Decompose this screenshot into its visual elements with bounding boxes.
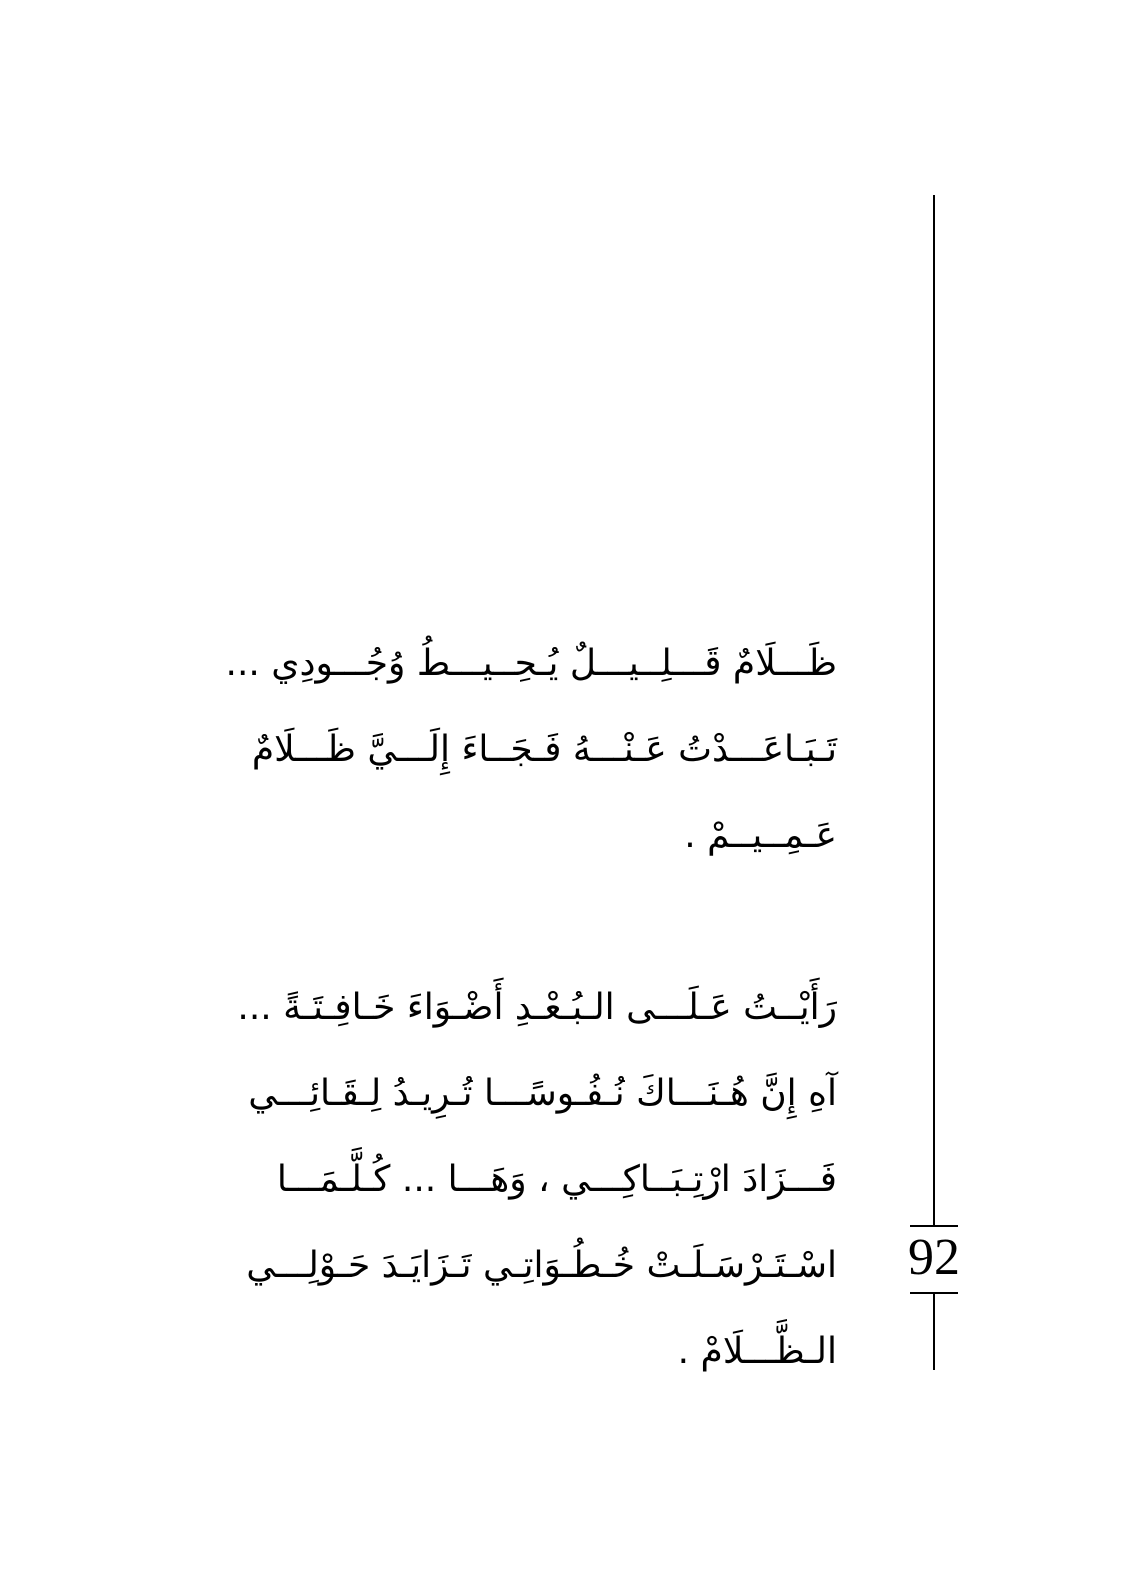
verse-line: الـظَّـــلَامْ . [677, 1331, 837, 1372]
verse-line: فَـــزَادَ ارْتِـبَــاكِـــي ، وَهَـــا ... كُـلَّـمَـــا [276, 1159, 837, 1200]
page-number-bracket-top [910, 1225, 958, 1227]
verse-line: اسْـتَـرْسَـلَـتْ خُـطُـوَاتِـي تَـزَايَـدَ حَـوْلِـــي [246, 1245, 837, 1286]
margin-rule-lower [933, 1292, 935, 1370]
verse-line: عَـمِــيــمْ . [684, 815, 837, 856]
verse-line: تَـبَـاعَـــدْتُ عَـنْـــهُ فَـجَــاءَ إِلَـــيَّ ظَـــلَامٌ [251, 729, 837, 770]
verse-line: آهِ إِنَّ هُـنَـــاكَ نُـفُـوسًـــا تُـرِيـدُ لِـقَـائِـــي [248, 1073, 837, 1114]
verse-line: رَأَيْــتُ عَـلَـــى الـبُـعْـدِ أَضْـوَاءَ خَـافِـتَـةً ... [237, 987, 837, 1028]
page-number: 92 [908, 1229, 960, 1286]
margin-rule [933, 195, 935, 1225]
verse-line: ظَـــلَامٌ قَـــلِــيـــلٌ يُـحِــيـــطُ وُجُـــودِي ... [225, 643, 837, 684]
